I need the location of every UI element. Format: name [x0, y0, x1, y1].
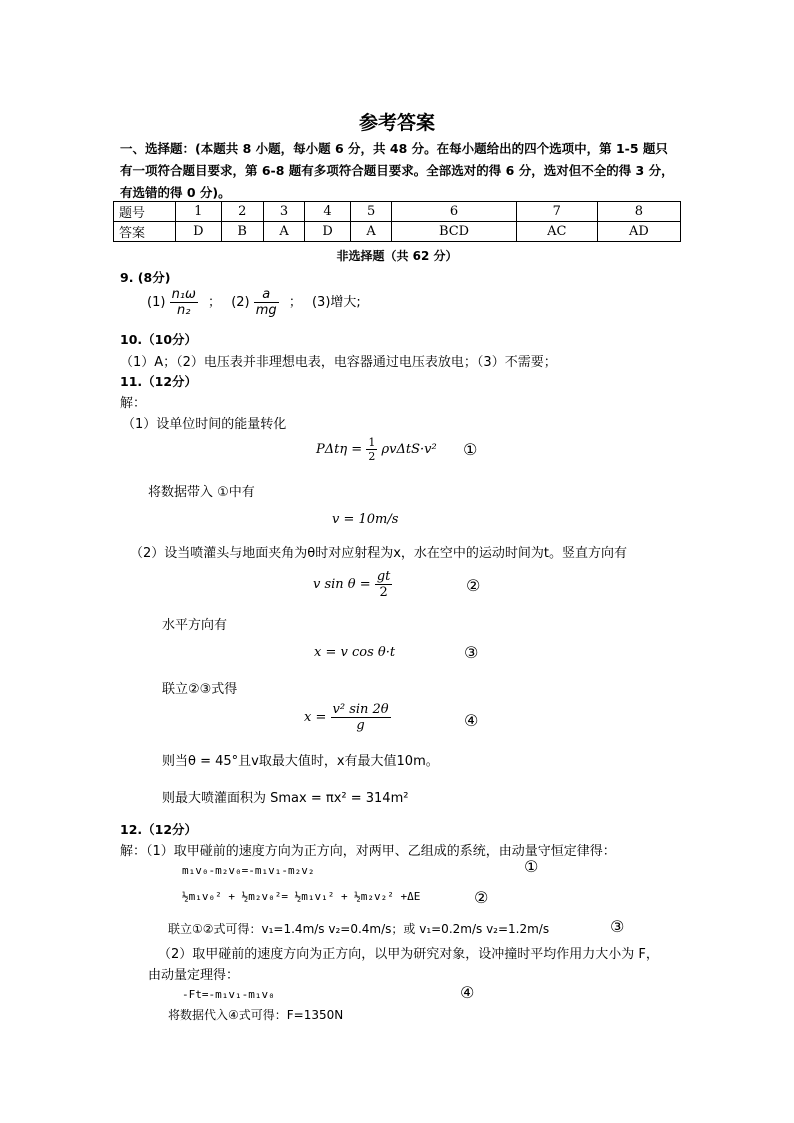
table-cell: 1 [176, 202, 222, 222]
table-cell: A [263, 222, 304, 242]
q11-mark4: ④ [464, 711, 479, 730]
section1-intro: 一、选择题：(本题共 8 小题，每小题 6 分，共 48 分。在每小题给出的四个选项中，第 1-5 题只有一项符合题目要求，第 6-8 题有多项符合题目要求。全部选对的得 6 分，选对但不全的得 3 分，有选错的得 0 分)。 [120, 141, 674, 200]
q11-eq4-left: x = [304, 710, 327, 725]
table-cell: AD [597, 222, 680, 242]
q9-f2-numerator: a [262, 287, 271, 302]
q12-heading: 12.（12分） [120, 822, 198, 837]
q12-line2: 联立①②式可得：v₁=1.4m/s v₂=0.4m/s；或 v₁=0.2m/s v₂=1.2m/s [168, 922, 550, 936]
q11-jie: 解： [120, 396, 147, 411]
q12-line4: 由动量定理得： [148, 968, 240, 983]
q11-eq2-left: v sin θ = [313, 577, 371, 592]
q11-substitute: 将数据带入 ①中有 [148, 485, 255, 500]
q11-part2: （2）设当喷灌头与地面夹角为θ时对应射程为x，水在空中的运动时间为t。竖直方向有 [130, 546, 628, 561]
table-cell: 7 [516, 202, 597, 222]
page-title: 参考答案 [358, 112, 435, 134]
q11-eq4 [304, 702, 391, 733]
table-cell: D [305, 222, 351, 242]
q11-mark2: ② [466, 576, 481, 595]
q9-answer [147, 287, 361, 318]
table-row-numbers [114, 202, 681, 222]
q12-eq2: ½m₁v₀² + ½m₂v₀²= ½m₁v₁² + ½m₂v₂² +ΔE [182, 890, 421, 903]
q11-eq2-num: gt [376, 569, 391, 584]
q9-sep1: ； [208, 295, 222, 310]
table-cell: 8 [597, 202, 680, 222]
q11-eq1-num: 1 [368, 436, 376, 449]
q11-heading: 11.（12分） [120, 374, 198, 389]
q12-line1: 解：（1）取甲碰前的速度方向为正方向，对两甲、乙组成的系统，由动量守恒定律得： [120, 844, 616, 859]
q11-mark3: ③ [464, 643, 479, 662]
q9-f1-denominator: n₂ [170, 302, 198, 318]
q11-eq4-num: v² sin 2θ [332, 702, 389, 717]
table-cell: 2 [221, 202, 263, 222]
row-label-number: 题号 [114, 202, 176, 222]
table-cell: 5 [350, 202, 391, 222]
q9-sep2: ； [288, 295, 302, 310]
q9-part1-label: (1) [147, 295, 166, 310]
q9-fraction2 [254, 287, 279, 318]
table-cell: BCD [392, 222, 516, 242]
table-cell: 4 [305, 202, 351, 222]
table-cell: D [176, 222, 222, 242]
q11-conclusion2: 则最大喷灌面积为 Smax = πx² = 314m² [162, 791, 409, 806]
table-row-answers [114, 222, 681, 242]
q11-eq1-left: PΔtη = [316, 442, 363, 457]
table-cell: 3 [263, 202, 304, 222]
q12-mark3: ③ [610, 917, 625, 936]
q11-eq-v: v = 10m/s [332, 512, 399, 527]
q9-part2-label: (2) [231, 295, 250, 310]
q11-mark1: ① [463, 440, 478, 459]
table-cell: A [350, 222, 391, 242]
q11-part1: （1）设单位时间的能量转化 [122, 417, 287, 432]
q11-eq4-den: g [331, 717, 391, 733]
q11-eq3: x = v cos θ·t [314, 645, 396, 660]
q9-f1-numerator: n₁ω [171, 287, 196, 302]
q9-part3: (3)增大; [311, 295, 361, 310]
q11-eq1-half [366, 436, 377, 463]
q12-mark2: ② [474, 888, 489, 907]
row-label-answer: 答案 [114, 222, 176, 242]
q12-eq3: -Ft=-m₁v₁-m₁v₀ [182, 988, 275, 1001]
table-cell: AC [516, 222, 597, 242]
q11-eq1-den: 2 [368, 450, 376, 463]
q12-mark1: ① [524, 857, 539, 876]
q11-conclusion1: 则当θ = 45°且v取最大值时，x有最大值10m。 [162, 754, 439, 769]
table-cell: 6 [392, 202, 516, 222]
q12-line5: 将数据代入④式可得：F=1350N [168, 1008, 344, 1022]
q10-heading: 10.（10分） [120, 332, 198, 347]
q9-heading: 9. (8分) [120, 270, 171, 285]
q11-horizontal: 水平方向有 [162, 618, 228, 633]
q11-eq1-right: ρvΔtS·v² [381, 442, 437, 457]
table-cell: B [221, 222, 263, 242]
q9-f2-denominator: mg [255, 303, 277, 318]
q11-combine: 联立②③式得 [162, 682, 238, 697]
section2-title: 非选择题（共 62 分） [336, 249, 458, 263]
q12-mark4: ④ [460, 983, 475, 1002]
q11-eq1 [316, 436, 437, 463]
q12-eq1: m₁v₀-m₂v₀=-m₁v₁-m₂v₂ [182, 864, 315, 877]
q11-eq2-den: 2 [375, 584, 393, 600]
q9-fraction1 [170, 287, 198, 318]
q12-line3: （2）取甲碰前的速度方向为正方向，以甲为研究对象，设冲撞时平均作用力大小为 F， [158, 947, 659, 962]
q11-eq2-fraction [375, 569, 393, 600]
q11-eq4-fraction [331, 702, 391, 733]
q11-eq2 [313, 569, 392, 600]
q10-answer: （1）A；（2）电压表并非理想电表，电容器通过电压表放电；（3）不需要； [120, 355, 557, 370]
answer-table [113, 201, 681, 242]
